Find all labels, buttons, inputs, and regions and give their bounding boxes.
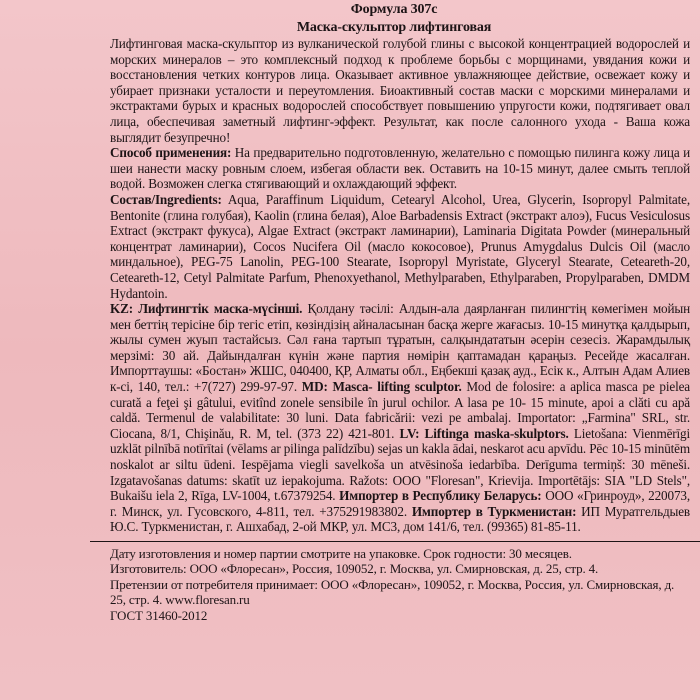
footer-batch: Дату изготовления и номер партии смотрите на упаковке. Срок годности: 30 месяцев. [110,546,572,561]
divider [90,541,700,542]
ingredients-text: Aqua, Paraffinum Liquidum, Cetearyl Alcohol, Urea, Glycerin, Isopropyl Palmitate, Bentonite (глина голубая), Kaolin (глина белая), Aloe Barbadensis Extract (экстракт алоэ), Fucus Vesiculosus Extract (экстракт фукуса), Algae Extract (экстракт ламинарии), Laminaria Digitata Powder (минеральный концентрат ламинарии), Cocos Nucifera Oil (масло кокосовое), Prunus Amygdalus Dulcis Oil (масло миндальное), PEG-75 Lanolin, PEG-100 Stearate, Isopropyl Myristate, Glyceryl Stearate, Ceteareth-20, Ceteareth-12, Cetyl Palmitate Parfum, Phenoxyethanol, Methylparaben, Ethylparaben, Propylparaben, DMDM Hydantoin. [110,191,690,301]
kz-text: Қолдану тәсілі: Алдын-ала даярланған пилингтің көмегімен мойын мен беттің терісіне бір тегіс етіп, көзіндізің айналасынан басқа жерге жағасыз. 10-15 минутқа қалдырып, жылы сумен жуып тастайсыз. Сәл ғана тартып тұратын, салқындататын әсерін сезесіз. Жарамдылық мерзімі: 30 ай. Дайындалған күнін және партия нөмірін қаптамадан қараңыз. Ресейде жасалған. Импорттаушы: «Бостан» ЖШС, 040400, ҚР, Алматы обл., Еңбекші қазақ ауд., Есік к., Алтын Адам Алиев к-сі, 140, тел.: +7(727) 299-97-97. [110,301,690,395]
by-text: ООО «Гринроуд», 220073, г. Минск, ул. Гусовского, 4-811, тел. +375291983802. [110,488,690,519]
usage-heading: Способ применения: [110,145,232,161]
by-heading: Импортер в Республику Беларусь: [339,488,542,504]
usage-text: На предварительно подготовленную, желательно с помощью пилинга кожу лица и шеи нанести маску ровным слоем, избегая области век. Оставить на 10-15 минут, далее смыть теплой водой. Возможен слегка стягивающий и охлаждающий эффект. [110,145,690,192]
ingredients-heading: Состав/Ingredients: [110,191,222,207]
lv-heading: LV: Liftinga maska-skulptors. [399,425,569,441]
ingredients-paragraph [110,192,690,301]
footer-claims: Претензии от потребителя принимает: ООО «Флоресан», 109052, г. Москва, Россия, ул. Смирновская, д. 25, стр. 4. www.floresan.ru [110,576,675,608]
lv-text: Lietošana: Vienmērīgi uzklāt pilnībā notīrītai (vēlams ar pilinga palīdzību) sejas un kakla ādai, neskarot acu apvīdu. Pēc 10-15 minūtēm noskalot ar siltu ūdeni. Iespējama viegli savelkoša un atvēsinoša iedarbība. Derīguma termiņš: 30 mēneši. Izgatavošanas datums: skatīt uz iepakojuma. Ražots: OOO "Floresan", Krievija. Importētājs: SIA "LD Stels", Bukaišu iela 2, Rīga, LV-1004, t.67379254. [110,425,690,504]
formula-title: Формула 307с [350,2,438,17]
usage-paragraph [110,145,690,192]
footer-manufacturer: Изготовитель: ООО «Флоресан», Россия, 109052, г. Москва, ул. Смирновская, д. 25, стр. 4. [110,561,599,577]
label-body [110,2,690,535]
tm-text: ИП Муратгельдыев Ю.С. Туркменистан, г. Ашхабад, 2-ой МКР, ул. МС3, дом 141/6, тел. (99365) 81-85-11. [110,503,690,535]
description-paragraph: Лифтинговая маска-скульптор из вулканической голубой глины с высокой концентрацией водорослей и морских минералов – это комплексный подход к проблеме борьбы с морщинами, увядания кожи и восстановления четких контуров лица. Оказывает активное увлажняющее действие, освежает кожу и убирает признаки усталости и переутомления. Биоактивный состав маски с морскими минералами и экстрактами бурых и красных водорослей способствует повышению упругости кожи, подтягивает овал лица, обеспечивая заметный лифтинг-эффект. Результат, как после салонного ухода - Ваша кожа выглядит безупречно! [110,36,690,145]
md-text: Mod de folosire: a aplica masca pe pielea curată a feţei şi gâtului, evitînd zonele sensibile în jurul ochilor. A lasa pe 10- 15 minute, apoi a clăti cu apă caldă. Termenul de valabilitate: 30 luni. Data fabricării: vezi pe ambalaj. Importator: „Farmina" SRL, str. Ciocana, 8/1, Chişinău, R. M, tel. (373 22) 421-801. [110,379,690,441]
tm-heading: Импортер в Туркменистан: [411,503,577,519]
product-name: Маска-скульптор лифтинговая [296,20,492,35]
footer [110,546,690,623]
multilingual-paragraph [110,301,690,535]
md-heading: MD: Masca- lifting sculptor. [301,379,462,395]
footer-gost: ГОСТ 31460-2012 [110,607,208,623]
kz-heading: KZ: Лифтингтік маска-мүсінші. [110,301,303,317]
